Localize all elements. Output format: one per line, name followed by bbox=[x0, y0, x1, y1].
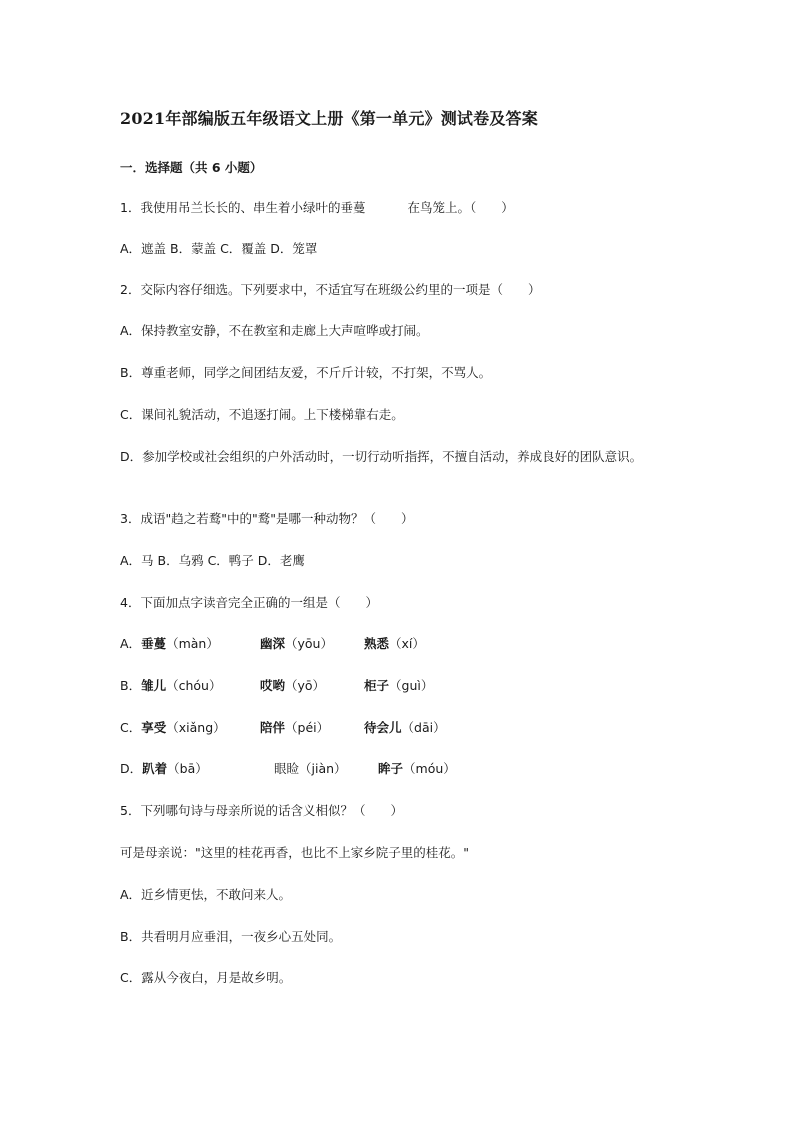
option-cell bbox=[120, 719, 260, 737]
question-5-stem: 5．下列哪句诗与母亲所说的话含义相似？（ ） bbox=[120, 803, 403, 818]
option-word: 待会儿 bbox=[364, 720, 402, 735]
option-cell bbox=[120, 677, 260, 695]
option-cell bbox=[364, 720, 446, 735]
option-word: 眸子 bbox=[378, 761, 404, 776]
option-word: 哎哟 bbox=[260, 678, 286, 693]
option-pinyin: （jiàn） bbox=[299, 761, 347, 776]
question-3-stem: 3．成语"趋之若鹜"中的"鹜"是哪一种动物？（ ） bbox=[120, 511, 414, 526]
option-word: 享受 bbox=[141, 720, 167, 735]
option-cell bbox=[120, 635, 260, 653]
question-2-stem: 2．交际内容仔细选。下列要求中，不适宜写在班级公约里的一项是（ ） bbox=[120, 282, 541, 297]
question-2-option-c: C．课间礼貌活动，不追逐打闹。上下楼梯靠右走。 bbox=[120, 407, 404, 422]
option-pinyin: （guì） bbox=[389, 678, 434, 693]
option-letter: D． bbox=[120, 761, 143, 776]
option-pinyin: （dāi） bbox=[401, 720, 446, 735]
option-pinyin: （yōu） bbox=[285, 636, 333, 651]
question-1-options: A．遮盖 B．蒙盖 C．覆盖 D．笼罩 bbox=[120, 241, 318, 256]
question-1-stem-part-a: 1．我使用吊兰长长的、串生着小绿叶的垂蔓 bbox=[120, 200, 366, 215]
option-cell bbox=[274, 760, 378, 778]
option-pinyin: （chóu） bbox=[166, 678, 222, 693]
question-2-option-d: D．参加学校或社会组织的户外活动时，一切行动听指挥，不擅自活动，养成良好的团队意识。 bbox=[120, 449, 643, 464]
option-cell bbox=[260, 635, 364, 653]
option-pinyin: （yō） bbox=[285, 678, 326, 693]
option-pinyin: （bā） bbox=[167, 761, 208, 776]
option-pinyin: （xiǎng） bbox=[166, 720, 226, 735]
option-pinyin: （xí） bbox=[389, 636, 425, 651]
page-title: 2021年部编版五年级语文上册《第一单元》测试卷及答案 bbox=[120, 109, 538, 128]
question-5-option-c: C．露从今夜白，月是故乡明。 bbox=[120, 970, 292, 985]
option-word: 幽深 bbox=[260, 636, 286, 651]
question-2-option-a: A．保持教室安静，不在教室和走廊上大声喧哗或打闹。 bbox=[120, 323, 429, 338]
question-1-stem-part-b: 在鸟笼上。（ ） bbox=[407, 200, 514, 215]
question-4-option-a bbox=[120, 635, 425, 653]
option-pinyin: （péi） bbox=[285, 720, 330, 735]
option-letter: C． bbox=[120, 720, 142, 735]
question-4-option-d bbox=[120, 760, 456, 778]
option-pinyin: （màn） bbox=[166, 636, 219, 651]
option-cell bbox=[260, 719, 364, 737]
option-word: 柜子 bbox=[364, 678, 390, 693]
question-5-quote: 可是母亲说："这里的桂花再香，也比不上家乡院子里的桂花。" bbox=[120, 845, 470, 860]
question-2-option-b: B．尊重老师，同学之间团结友爱，不斤斤计较，不打架，不骂人。 bbox=[120, 365, 492, 380]
question-5-option-b: B．共看明月应垂泪，一夜乡心五处同。 bbox=[120, 929, 342, 944]
option-letter: B． bbox=[120, 678, 142, 693]
option-cell bbox=[260, 677, 364, 695]
section-heading: 一．选择题（共 6 小题） bbox=[120, 160, 263, 175]
option-cell bbox=[364, 636, 425, 651]
option-word: 垂蔓 bbox=[141, 636, 167, 651]
question-5-option-a: A．近乡情更怯，不敢问来人。 bbox=[120, 887, 292, 902]
option-word: 陪伴 bbox=[260, 720, 286, 735]
question-1-stem bbox=[120, 199, 514, 217]
option-cell bbox=[364, 678, 433, 693]
option-pinyin: （móu） bbox=[403, 761, 456, 776]
question-4-option-c bbox=[120, 719, 446, 737]
option-word: 趴着 bbox=[142, 761, 168, 776]
option-cell bbox=[378, 761, 456, 776]
option-word: 眼睑 bbox=[274, 761, 300, 776]
option-cell bbox=[120, 760, 274, 778]
question-3-options: A．马 B．乌鸦 C．鸭子 D．老鹰 bbox=[120, 553, 305, 568]
option-word: 雏儿 bbox=[141, 678, 167, 693]
question-4-option-b bbox=[120, 677, 433, 695]
option-word: 熟悉 bbox=[364, 636, 390, 651]
option-letter: A． bbox=[120, 636, 142, 651]
question-4-stem: 4．下面加点字读音完全正确的一组是（ ） bbox=[120, 595, 378, 610]
